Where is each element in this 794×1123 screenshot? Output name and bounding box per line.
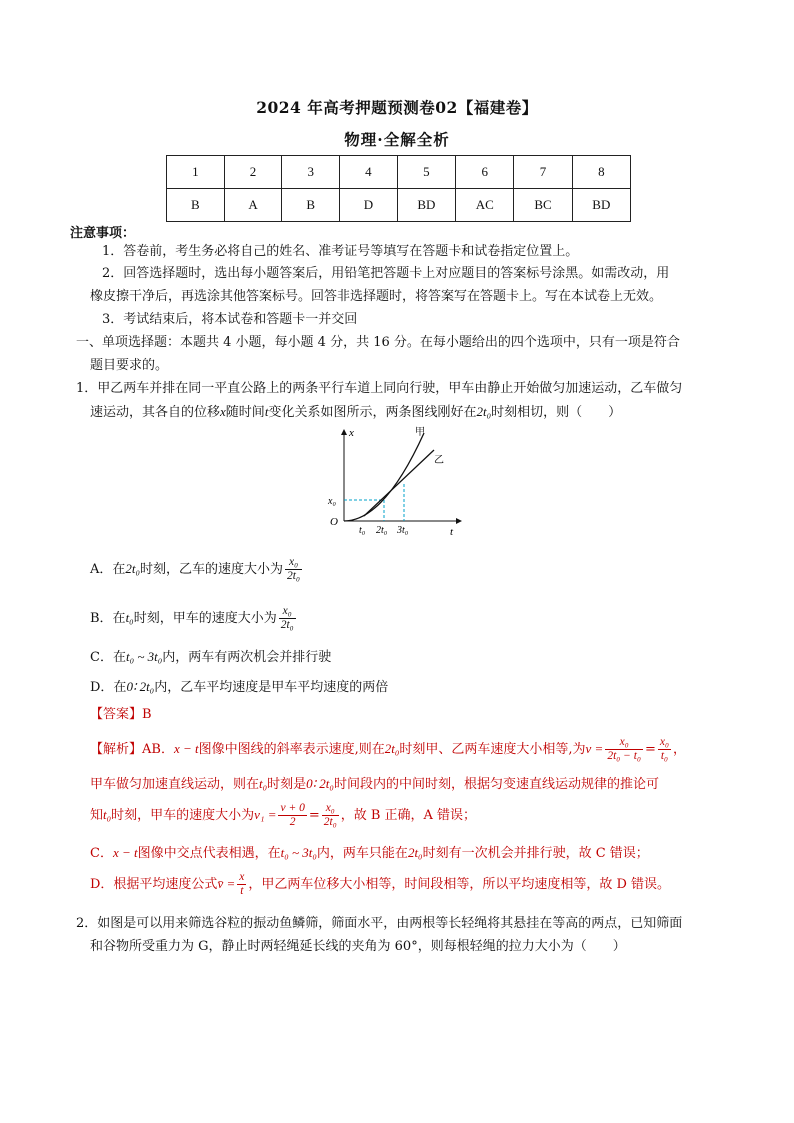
analysis-ab-line3 (90, 800, 476, 831)
numerator: x₀ (279, 605, 296, 619)
math: v̄ = (217, 876, 236, 891)
section-heading-cont: 题目要求的。 (90, 358, 169, 373)
denominator: 2t₀ − t₀ (607, 750, 641, 762)
table-cell-answer: BD (572, 189, 630, 222)
table-cell-number: 4 (340, 156, 398, 189)
notice-heading: 注意事项： (70, 226, 136, 241)
table-cell-answer: BC (514, 189, 572, 222)
question-1-stem-cont (90, 401, 621, 424)
page-subtitle: 物理·全解全析 (344, 130, 450, 149)
text: 图像中图线的斜率表示速度,则在 (198, 742, 385, 757)
text: D．在 (90, 680, 127, 695)
math: x − t (173, 741, 199, 756)
answer-table (166, 155, 631, 222)
notice-item-1: 1．答卷前，考生务必将自己的姓名、准考证号等填写在答题卡和试卷指定位置上。 (102, 244, 579, 259)
text: 图像中交点代表相遇，在 (137, 846, 281, 861)
question-2-stem-cont: 和谷物所受重力为 G，静止时两轻绳延长线的夹角为 60°，则每根轻绳的拉力大小为（ ） (90, 939, 626, 954)
denominator: 2t₀ (280, 619, 294, 631)
table-cell-number: 5 (397, 156, 455, 189)
text: C．在 (90, 650, 126, 665)
denominator: 2t₀ (323, 816, 337, 828)
math: 0∶ 2t₀ (306, 776, 334, 791)
numerator: x₀ (285, 556, 302, 570)
fraction (237, 871, 246, 898)
math: x − t (112, 845, 138, 860)
text: 时刻相切，则（ ） (491, 405, 622, 420)
option-d (90, 676, 388, 699)
fraction (658, 736, 671, 763)
table-cell-answer: A (224, 189, 282, 222)
var-t: t (264, 404, 269, 419)
table-cell-answer: AC (456, 189, 514, 222)
text: 时刻，甲车的速度大小为 (133, 611, 277, 626)
text: 时刻，甲车的速度大小为 (111, 808, 255, 823)
answer-table-answer-row (167, 189, 631, 222)
table-cell-number: 2 (224, 156, 282, 189)
fraction (279, 605, 296, 632)
label-jia: 甲 (415, 427, 425, 438)
section-heading: 一、单项选择题：本题共 4 小题，每小题 4 分，共 16 分。在每小题给出的四个选项中，只有一项是符合 (76, 335, 680, 350)
table-cell-number: 6 (456, 156, 514, 189)
answer-label: 【答案】B (90, 707, 152, 722)
table-cell-answer: B (282, 189, 340, 222)
axis-t-label: t (450, 526, 454, 536)
analysis-ab (90, 734, 686, 765)
text: 内，两车只能在 (316, 846, 408, 861)
text: 内，两车有两次机会并排行驶 (162, 650, 332, 665)
answer-table-number-row (167, 156, 631, 189)
option-a (90, 554, 304, 585)
text: 时刻甲、乙两车速度大小相等,为 (399, 742, 586, 757)
math: t₀ ~ 3t₀ (125, 649, 163, 664)
numerator: x₀ (659, 736, 669, 748)
math: 0∶ 2t₀ (126, 679, 155, 694)
analysis-c (90, 842, 649, 865)
question-1-stem: 1．甲乙两车并排在同一平直公路上的两条平行车道上同向行驶，甲车由静止开始做匀加速运动，乙车做匀 (76, 381, 683, 396)
text: ，故 B 正确，A 错误； (340, 808, 477, 823)
text: ，甲乙两车位移大小相等，时间段相等，所以平均速度相等，故 D 错误。 (248, 877, 671, 892)
2t0-tick-label: 2t₀ (376, 525, 388, 536)
notice-item-2-cont: 橡皮擦干净后，再选涂其他答案标号。回答非选择题时，将答案写在答题卡上。写在本试卷上无效。 (90, 289, 663, 304)
denominator: t (240, 885, 244, 897)
denominator: t₀ (660, 750, 669, 762)
denominator: 2t₀ (287, 570, 300, 582)
analysis-ab-line2 (90, 773, 659, 796)
text: 甲车做匀加速直线运动，则在 (90, 777, 260, 792)
fraction (322, 802, 339, 829)
notice-item-2: 2．回答选择题时，选出每小题答案后，用铅笔把答题卡上对应题目的答案标号涂黑。如需改动，用 (102, 266, 670, 281)
table-cell-number: 7 (514, 156, 572, 189)
origin-label: O (330, 516, 338, 528)
text: 时刻，乙车的速度大小为 (140, 562, 284, 577)
numerator: x (239, 871, 245, 883)
text: 时刻是 (267, 777, 307, 792)
table-cell-answer: B (167, 189, 225, 222)
text: 变化关系如图所示，两条图线刚好在 (268, 405, 477, 420)
fraction (278, 802, 306, 829)
math: = (308, 808, 320, 823)
math: t₀ ~ 3t₀ (280, 845, 317, 860)
math: 2t₀ (125, 561, 141, 576)
numerator: x₀ (322, 802, 339, 816)
question-2-stem: 2．如图是可以用来筛选谷粒的振动鱼鳞筛，筛面水平，由两根等长轻绳将其悬挂在等高的两点，已知筛面 (76, 916, 683, 931)
table-cell-answer: D (340, 189, 398, 222)
3t0-tick-label: 3t₀ (397, 525, 409, 536)
math: = (644, 742, 656, 757)
text: A．在 (90, 562, 126, 577)
text: 知 (90, 808, 104, 823)
fraction (285, 556, 302, 583)
math: 2t₀ (407, 845, 423, 860)
table-cell-number: 1 (167, 156, 225, 189)
var-x: x (220, 404, 226, 419)
table-cell-number: 8 (572, 156, 630, 189)
label-yi: 乙 (434, 455, 444, 466)
text: D．根据平均速度公式 (90, 877, 218, 892)
math-2t0: 2t₀ (476, 404, 492, 419)
page-title: 2024 年高考押题预测卷02【福建卷】 (256, 98, 538, 117)
xt-graph (326, 424, 466, 536)
option-c (90, 646, 331, 669)
notice-item-3: 3．考试结束后，将本试卷和答题卡一并交回 (102, 312, 358, 327)
math: 2t₀ (384, 741, 400, 756)
fraction (605, 736, 643, 763)
text: C． (90, 846, 113, 861)
text: 时间段内的中间时刻，根据匀变速直线运动规律的推论可 (333, 777, 659, 792)
analysis-d (90, 869, 670, 900)
math: v₁ = (254, 807, 277, 822)
table-cell-answer: BD (397, 189, 455, 222)
text: ， (673, 742, 687, 757)
numerator: x₀ (605, 736, 643, 750)
option-b (90, 603, 298, 634)
axis-x-label: x (349, 427, 354, 439)
math: v = (585, 741, 604, 756)
line-yi (364, 450, 434, 516)
text: 时刻有一次机会并排行驶，故 C 错误； (422, 846, 649, 861)
text: 内，乙车平均速度是甲车平均速度的两倍 (154, 680, 389, 695)
math: t₀ (259, 776, 268, 791)
text: 【解析】AB． (90, 742, 174, 757)
denominator: 2 (289, 816, 296, 828)
table-cell-number: 3 (282, 156, 340, 189)
x0-tick-label: x₀ (328, 496, 336, 507)
text: B．在 (90, 611, 126, 626)
math: t₀ (125, 610, 134, 625)
text: 速运动，其各自的位移 (90, 405, 221, 420)
t0-tick-label: t₀ (359, 525, 366, 536)
math: t₀ (103, 807, 112, 822)
numerator: v + 0 (280, 802, 305, 814)
text: 随时间 (225, 405, 265, 420)
